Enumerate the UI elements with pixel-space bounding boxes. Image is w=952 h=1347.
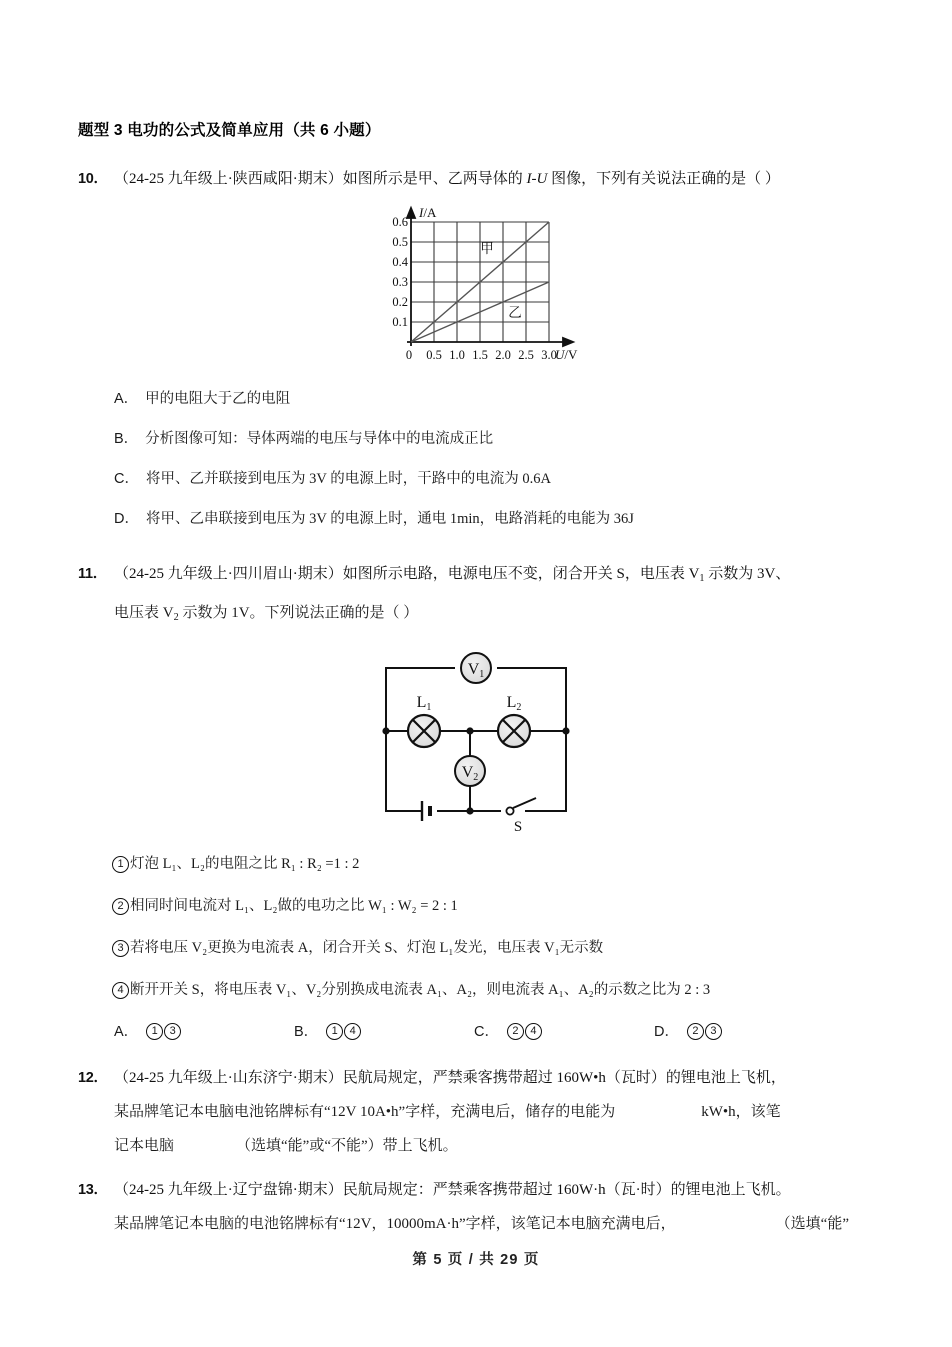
y-tick-labels	[392, 215, 408, 329]
answer-b-label: B．	[294, 1023, 319, 1040]
question-13-text-2b: （选填“能”	[775, 1215, 849, 1232]
circled-number-2: 2	[112, 898, 129, 915]
circuit-svg	[360, 645, 592, 837]
option-d-text: 将甲、乙串联接到电压为 3V 的电源上时，通电 1min，电路消耗的电能为 36J	[145, 511, 634, 527]
question-12-text-1: （24-25 九年级上·山东济宁·期末）民航局规定，严禁乘客携带超过 160W•h（瓦时）的锂电池上飞机，	[114, 1069, 786, 1086]
question-11	[78, 557, 874, 1049]
x-tick-0: 0	[405, 348, 412, 362]
page-content	[78, 118, 874, 1243]
option-a-text: 甲的电阻大于乙的电阻	[145, 391, 291, 407]
question-11-answer-b	[294, 1015, 474, 1049]
x-tick-labels	[405, 348, 556, 362]
question-11-statement-4	[78, 969, 874, 1011]
answer-a-label: A．	[114, 1023, 139, 1040]
x-tick-2.0: 2.0	[494, 348, 511, 362]
switch-label: S	[513, 818, 523, 835]
voltmeter-v1	[461, 653, 491, 683]
y-tick-0.4: 0.4	[391, 255, 408, 269]
answer-a-mark-2: 3	[164, 1023, 181, 1040]
figure-circuit-diagram	[78, 645, 874, 837]
answer-c-mark-2: 4	[525, 1023, 542, 1040]
answer-d-mark-2: 3	[705, 1023, 722, 1040]
statement-4-text: 断开开关 S，将电压表 V₁、V₂分别换成电流表 A₁、A₂，则电流表 A₁、A₂的示数之比为 2 : 3	[130, 981, 711, 998]
question-13	[78, 1173, 874, 1241]
circled-number-1: 1	[112, 856, 129, 873]
q11-v1-sub: 1	[699, 572, 705, 584]
x-tick-1.0: 1.0	[448, 348, 465, 362]
graph-axes	[407, 208, 573, 346]
question-10-stem: （24-25 九年级上·陕西咸阳·期末）如图所示是甲、乙两导体的 I-U 图像，下列有关说法正确的是（ ）	[114, 171, 780, 187]
y-tick-0.1: 0.1	[391, 315, 408, 329]
answer-a-mark-1: 1	[146, 1023, 163, 1040]
lamp-l2-label: L2	[506, 693, 522, 713]
y-tick-0.3: 0.3	[391, 275, 408, 289]
question-12-text-2b: kW•h，该笔	[701, 1103, 781, 1120]
question-12-text-3a: 记本电脑	[114, 1137, 175, 1154]
question-11-statement-3	[78, 927, 874, 969]
voltmeter-v2-label: V2	[461, 763, 479, 783]
question-12-line-1	[78, 1061, 874, 1095]
question-13-text-2a: 某品牌笔记本电脑的电池铭牌标有“12V，10000mA·h”字样，该笔记本电脑充满电后，	[114, 1215, 676, 1232]
question-11-answer-row	[78, 1015, 874, 1049]
question-10-option-c	[78, 459, 874, 499]
lamp-l2	[498, 715, 530, 747]
question-11-stem-row	[78, 557, 874, 596]
answer-b-mark-1: 1	[326, 1023, 343, 1040]
question-10	[78, 162, 874, 539]
question-13-line-2	[78, 1207, 874, 1241]
section-title: 题型 3 电功的公式及简单应用（共 6 小题）	[78, 122, 381, 139]
voltmeter-v2	[455, 756, 485, 786]
x-tick-2.5: 2.5	[517, 348, 534, 362]
question-12-text-3b: （选填“能”或“不能”）带上飞机。	[236, 1137, 458, 1154]
figure-iu-graph	[78, 204, 874, 369]
iu-label: I-U	[526, 171, 548, 187]
voltmeter-v1-label: V1	[467, 660, 485, 680]
option-d-label: D．	[114, 511, 139, 527]
question-10-number: 10．	[78, 171, 108, 187]
q11-stem2-text-a: 电压表 V	[114, 604, 174, 621]
switch-symbol	[506, 798, 536, 815]
question-12-line-2	[78, 1095, 874, 1129]
question-12-number: 12．	[78, 1069, 108, 1086]
series-label-yi: 乙	[507, 305, 522, 320]
question-10-stem-row	[78, 162, 874, 196]
x-tick-1.5: 1.5	[471, 348, 488, 362]
question-11-stem-line-2	[78, 596, 874, 635]
series-label-jia: 甲	[479, 241, 494, 256]
circled-number-4: 4	[112, 982, 129, 999]
lamp-l1-label: L1	[416, 693, 432, 713]
question-10-option-a	[78, 379, 874, 419]
iu-graph-canvas	[369, 204, 584, 369]
x-axis-label: U/V	[554, 347, 577, 362]
question-11-number: 11．	[78, 566, 107, 582]
answer-d-mark-1: 2	[687, 1023, 704, 1040]
q11-v2-sub: 2	[173, 611, 179, 623]
option-a-label: A．	[114, 391, 139, 407]
q11-stem-text-a: （24-25 九年级上·四川眉山·期末）如图所示电路，电源电压不变，闭合开关 S，电压表 V	[114, 566, 700, 582]
question-12-line-3	[78, 1129, 874, 1163]
question-11-answer-d	[654, 1015, 834, 1049]
x-tick-3.0: 3.0	[540, 348, 557, 362]
question-11-answer-a	[114, 1015, 294, 1049]
statement-1-text: 灯泡 L₁、L₂的电阻之比 R₁ : R₂ =1 : 2	[130, 855, 360, 872]
lamp-l1	[408, 715, 440, 747]
y-tick-0.6: 0.6	[391, 215, 408, 229]
statement-2-text: 相同时间电流对 L₁、L₂做的电功之比 W₁ : W₂ = 2 : 1	[130, 897, 458, 914]
battery-symbol	[422, 801, 430, 821]
question-13-line-1	[78, 1173, 874, 1207]
question-10-option-b	[78, 419, 874, 459]
y-tick-0.2: 0.2	[391, 295, 408, 309]
x-tick-0.5: 0.5	[425, 348, 442, 362]
question-12	[78, 1061, 874, 1163]
q11-stem-text-b: 示数为 3V、	[704, 566, 791, 582]
question-11-statement-1	[78, 843, 874, 885]
answer-d-label: D．	[654, 1023, 679, 1040]
option-b-label: B．	[114, 431, 139, 447]
iu-graph-svg	[369, 204, 584, 369]
question-11-statement-2	[78, 885, 874, 927]
question-11-stem-line-1	[114, 557, 874, 596]
answer-c-mark-1: 2	[507, 1023, 524, 1040]
y-tick-0.5: 0.5	[391, 235, 408, 249]
answer-b-mark-2: 4	[344, 1023, 361, 1040]
question-13-text-1: （24-25 九年级上·辽宁盘锦·期末）民航局规定：严禁乘客携带超过 160W·h（瓦·时）的锂电池上飞机。	[114, 1181, 791, 1198]
option-c-label: C．	[114, 471, 139, 487]
question-13-number: 13．	[78, 1181, 108, 1198]
y-axis-label: I/A	[418, 205, 436, 220]
option-b-text: 分析图像可知：导体两端的电压与导体中的电流成正比	[145, 431, 494, 447]
q11-stem2-text-b: 示数为 1V。下列说法正确的是（ ）	[178, 604, 419, 621]
question-10-option-d	[78, 499, 874, 539]
circled-number-3: 3	[112, 940, 129, 957]
page-footer: 第 5 页 / 共 29 页	[412, 1252, 540, 1268]
statement-3-text: 若将电压 V₂更换为电流表 A，闭合开关 S、灯泡 L₁发光，电压表 V₁无示数	[130, 939, 604, 956]
answer-c-label: C．	[474, 1023, 499, 1040]
option-c-text: 将甲、乙并联接到电压为 3V 的电源上时，干路中的电流为 0.6A	[145, 471, 551, 487]
question-11-answer-c	[474, 1015, 654, 1049]
question-12-text-2a: 某品牌笔记本电脑电池铭牌标有“12V 10A•h”字样，充满电后，储存的电能为	[114, 1103, 616, 1120]
